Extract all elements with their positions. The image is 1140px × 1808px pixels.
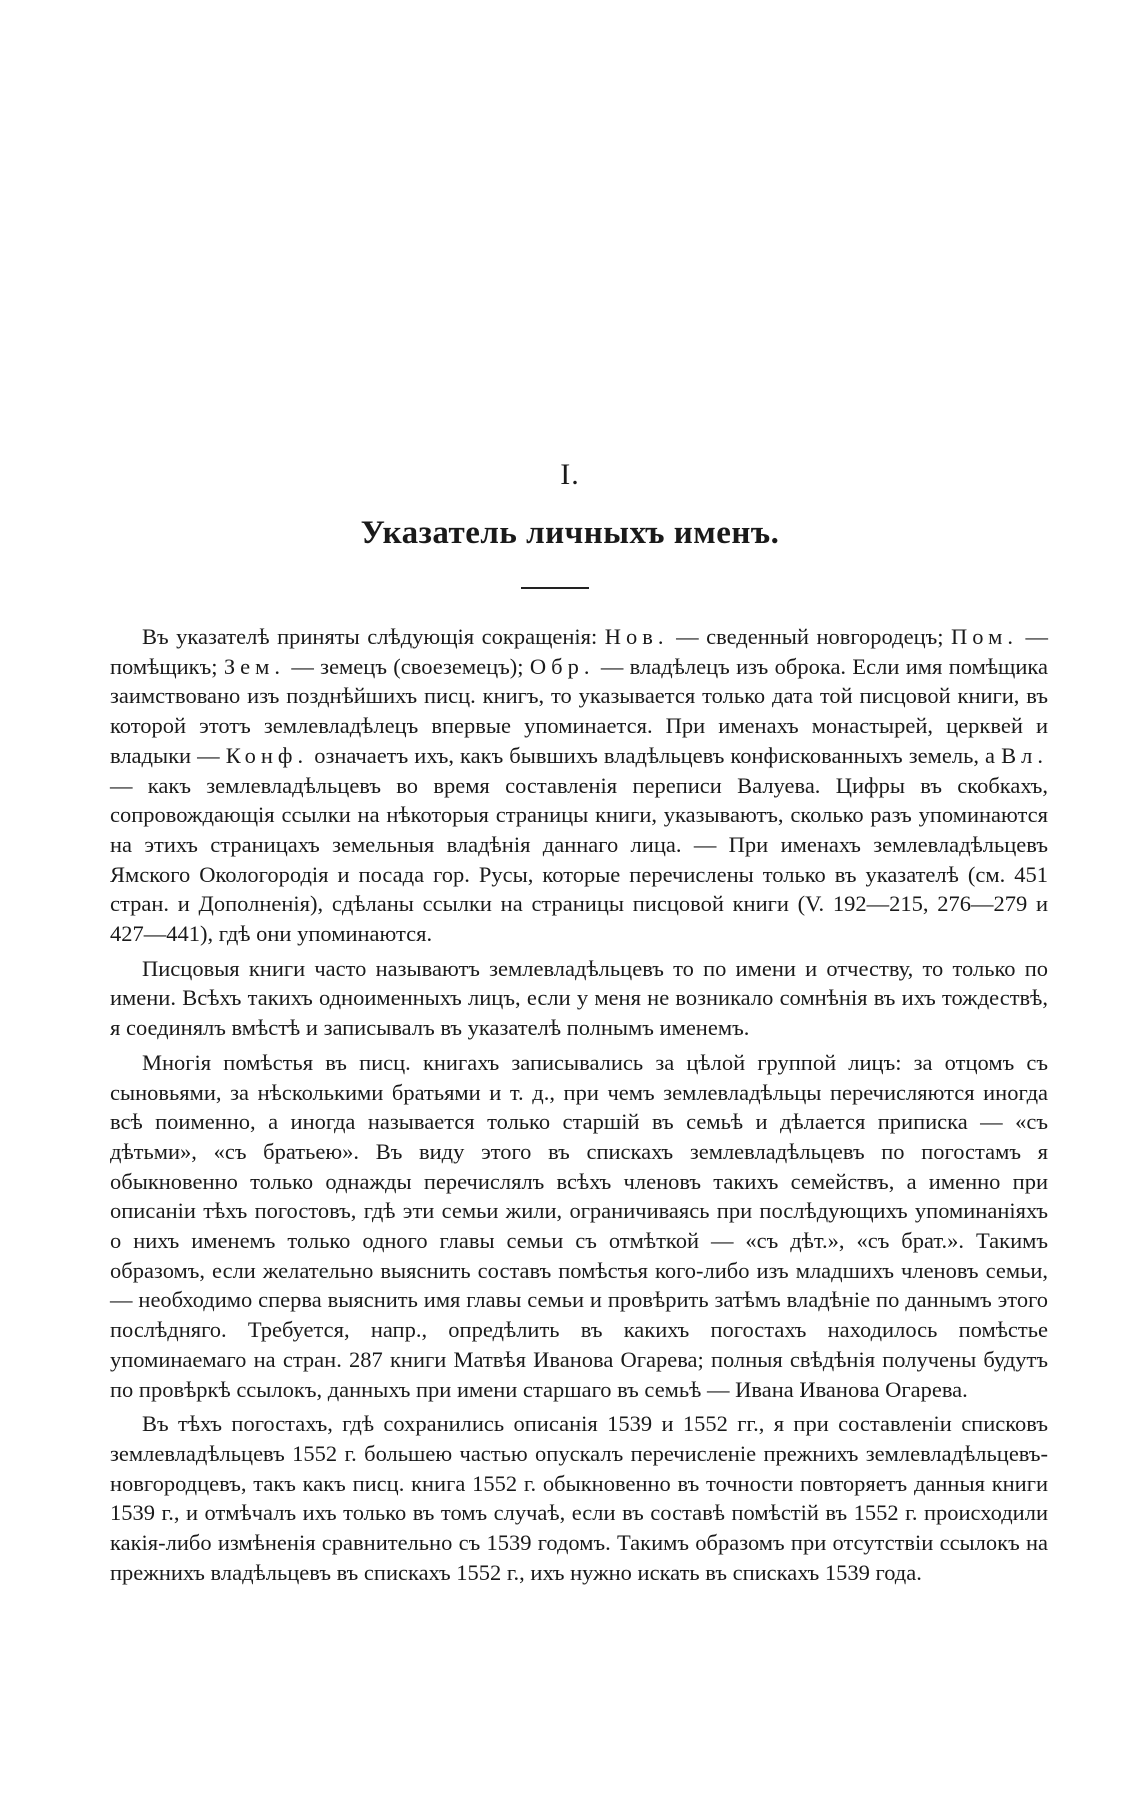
abbreviation: Зем. <box>223 653 285 679</box>
section-title: Указатель личныхъ именъ. <box>360 515 780 551</box>
text-run: — сведенный новгородецъ; <box>668 624 952 649</box>
abbreviation: Конф. <box>225 742 309 768</box>
body-text <box>110 622 1048 1593</box>
text-run: Въ указателѣ приняты слѣдующія сокращенія: <box>142 624 605 649</box>
abbreviation: Пом. <box>951 624 1018 649</box>
paragraph-abbreviations <box>110 622 1048 949</box>
text-run: означаетъ ихъ, какъ бывшихъ владѣльцевъ конфискованныхъ земель, а <box>308 742 1002 768</box>
abbreviation: Обр. <box>529 653 595 679</box>
abbreviation: Нов. <box>604 624 669 649</box>
paragraph-1539-1552: Въ тѣхъ погостахъ, гдѣ сохранились описанія 1539 и 1552 гг., я при составленіи списковъ землевладѣльцевъ 1552 г. большею частью опускалъ перечисленіе прежнихъ землевладѣльцевъ-новгородцевъ, такъ какъ писц. книга 1552 г. обыкновенно въ точности повторяетъ данныя книги 1539 г., и отмѣчалъ ихъ только въ томъ случаѣ, если въ составѣ помѣстій въ 1552 г. происходили какія-либо измѣненія сравнительно съ 1539 годомъ. Такимъ образомъ при отсутствіи ссылокъ на прежнихъ владѣльцевъ въ спискахъ 1552 г., ихъ нужно искать въ спискахъ 1539 года. <box>110 1411 1048 1585</box>
abbreviation: Вл. <box>1001 742 1048 768</box>
text-run: — помѣщикъ; <box>110 624 1049 679</box>
text-run: — какъ землевладѣльцевъ во время составленія переписи Валуева. Цифры въ скобкахъ, сопровождающія ссылки на нѣкоторыя страницы книги, указываютъ, сколько разъ упоминаются на этихъ страницахъ земельныя владѣнія даннаго лица. — При именахъ землевладѣльцевъ Ямского Окологородія и посада гор. Русы, которые перечислены только въ указателѣ (см. 451 стран. и Дополненія), сдѣланы ссылки на страницы писцовой книги (V. 192—215, 276—279 и 427—441), гдѣ они упоминаются. <box>110 772 1048 947</box>
text-run: — земецъ (своеземецъ); <box>284 653 530 679</box>
paragraph-names: Писцовыя книги часто называютъ землевладѣльцевъ то по имени и отчеству, то только по имени. Всѣхъ такихъ одноименныхъ лицъ, если у меня не возникало сомнѣнія въ ихъ тождествѣ, я соединялъ вмѣстѣ и записывалъ въ указателѣ полнымъ именемъ. <box>110 955 1048 1041</box>
paragraph-families: Многія помѣстья въ писц. книгахъ записывались за цѣлой группой лицъ: за отцомъ съ сыновьями, за нѣсколькими братьями и т. д., при чемъ землевладѣльцы перечисляются иногда всѣ поименно, а иногда называется только старшій въ семьѣ и дѣлается приписка — «съ дѣтьми», «съ братьею». Въ виду этого въ спискахъ землевладѣльцевъ по погостамъ я обыкновенно только однажды перечислялъ всѣхъ членовъ такихъ семействъ, а именно при описаніи тѣхъ погостовъ, гдѣ эти семьи жили, ограничиваясь при послѣдующихъ упоминаніяхъ о нихъ именемъ только одного главы семьи съ отмѣткой — «съ дѣт.», «съ брат.». Такимъ образомъ, если желательно выяснить составъ помѣстья кого-либо изъ младшихъ членовъ семьи, — необходимо сперва выяснить имя главы семьи и провѣрить затѣмъ владѣніе по даннымъ этого послѣдняго. Требуется, напр., опредѣлить въ какихъ погостахъ находилось помѣстье упоминаемаго на стран. 287 книги Матвѣя Иванова Огарева; полныя свѣдѣнія получены будутъ по провѣркѣ ссылокъ, данныхъ при имени старшаго въ семьѣ — Ивана Иванова Огарева. <box>110 1049 1048 1402</box>
title-divider <box>521 587 589 589</box>
section-number: I. <box>560 458 580 491</box>
text-run: — владѣлецъ изъ оброка. Если имя помѣщика заимствовано изъ позднѣйшихъ писц. книгъ, то указывается только дата той писцовой книги, въ которой этотъ землевладѣлецъ впервые упоминается. При именахъ монастырей, церквей и владыки — <box>110 653 1048 768</box>
